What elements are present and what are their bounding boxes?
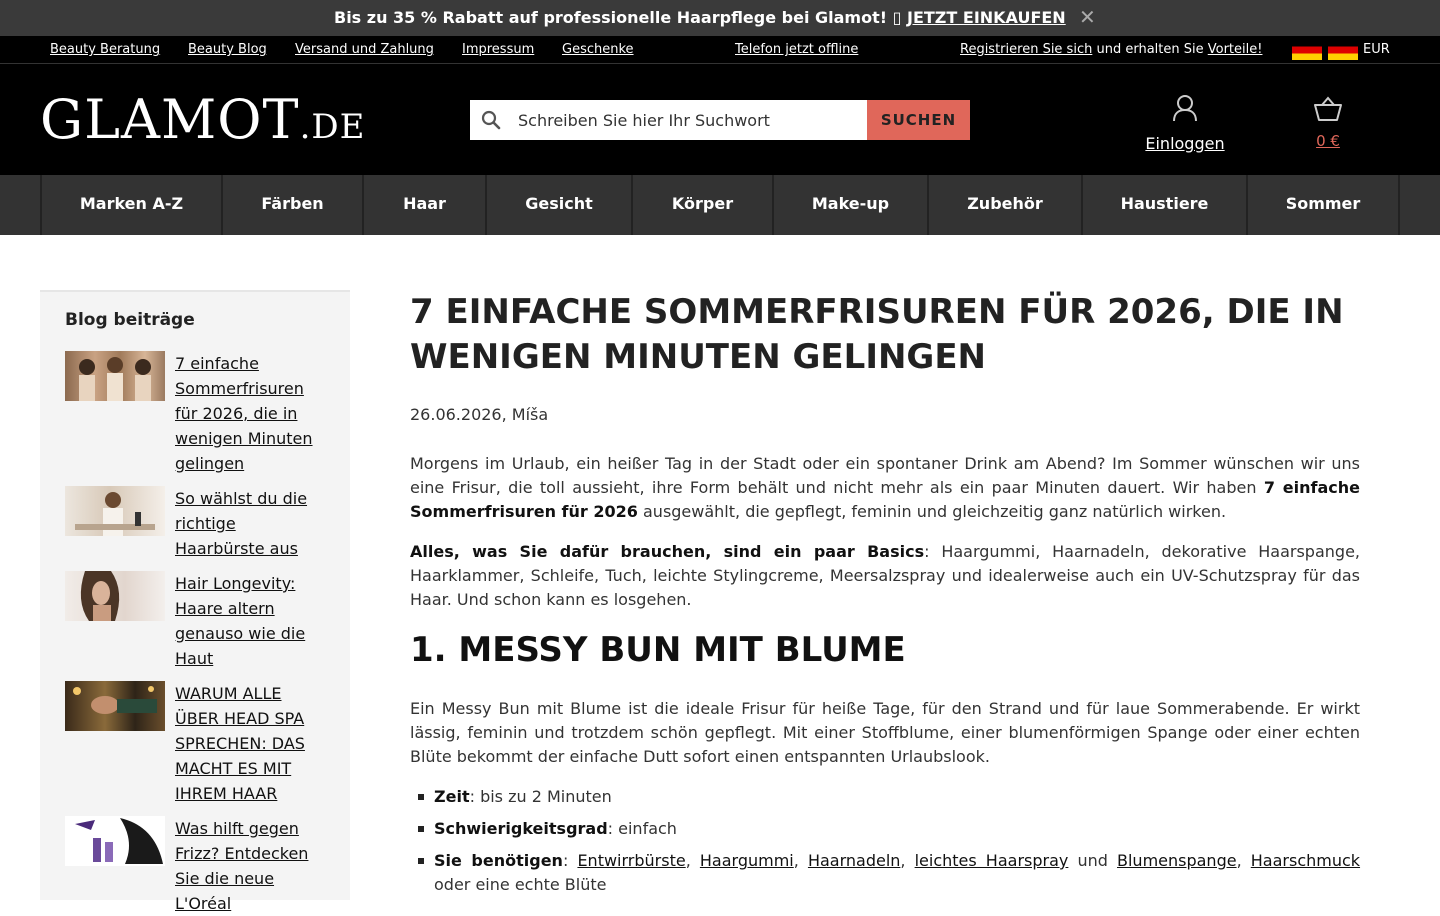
product-link-blumenspange[interactable]: Blumenspange bbox=[1117, 851, 1237, 870]
post-thumbnail[interactable] bbox=[65, 351, 165, 401]
fact-value: : einfach bbox=[607, 819, 677, 838]
nav-faerben[interactable]: Färben bbox=[221, 175, 362, 235]
german-flag-icon[interactable] bbox=[1292, 40, 1322, 60]
intro-highlight: 7 einfache Sommerfrisuren für 2026 bbox=[410, 478, 1360, 521]
section-heading: 1. MESSY BUN MIT BLUME bbox=[410, 630, 906, 670]
fact-value: oder eine echte Blüte bbox=[434, 875, 607, 894]
fact-difficulty bbox=[410, 817, 1360, 841]
intro-text-end: ausgewählt, die gepflegt, feminin und gleichzeitig ganz natürlich wirken. bbox=[637, 502, 1227, 521]
product-link-haargummi[interactable]: Haargummi bbox=[699, 851, 794, 870]
link-geschenke[interactable]: Geschenke bbox=[562, 42, 634, 57]
logo-text: GLAMOT bbox=[40, 88, 300, 151]
product-link-entwirrbuerste[interactable]: Entwirrbürste bbox=[577, 851, 686, 870]
link-beauty-beratung[interactable]: Beauty Beratung bbox=[50, 42, 161, 57]
post-title[interactable]: 7 einfache Sommerfrisuren für 2026, die in wenigen Minuten gelingen bbox=[175, 354, 313, 473]
separator: und bbox=[1068, 851, 1117, 870]
search-button[interactable]: SUCHEN bbox=[867, 100, 970, 140]
separator: , bbox=[900, 851, 915, 870]
article-title: 7 EINFACHE SOMMERFRISUREN FÜR 2026, DIE IN WENIGEN MINUTEN GELINGEN bbox=[410, 292, 1344, 377]
currency-selector[interactable]: EUR bbox=[1363, 42, 1390, 57]
nav-sommer[interactable]: Sommer bbox=[1246, 175, 1398, 235]
product-link-haarschmuck[interactable]: Haarschmuck bbox=[1250, 851, 1361, 870]
link-beauty-blog[interactable]: Beauty Blog bbox=[188, 42, 267, 57]
nav-zubehoer[interactable]: Zubehör bbox=[927, 175, 1081, 235]
post-title[interactable]: Was hilft gegen Frizz? Entdecken Sie die neue L'Oréal bbox=[175, 819, 309, 913]
fact-value: : bis zu 2 Minuten bbox=[469, 787, 612, 806]
cart-total: 0 € bbox=[1316, 132, 1340, 150]
login-label: Einloggen bbox=[1145, 134, 1225, 153]
fact-label: Schwierigkeitsgrad bbox=[434, 819, 608, 838]
link-impressum[interactable]: Impressum bbox=[462, 42, 535, 57]
product-link-haarspray[interactable]: leichtes Haarspray bbox=[914, 851, 1069, 870]
separator: , bbox=[1236, 851, 1251, 870]
benefits-link[interactable]: Vorteile! bbox=[1207, 42, 1263, 57]
login-button[interactable] bbox=[1140, 94, 1230, 153]
fact-needs bbox=[410, 849, 1360, 897]
german-flag-currency-icon[interactable] bbox=[1328, 40, 1358, 60]
separator: , bbox=[793, 851, 808, 870]
hairstyle-facts bbox=[410, 785, 1360, 897]
basics-highlight: Alles, was Sie dafür brauchen, sind ein paar Basics bbox=[410, 542, 925, 561]
register-text: und erhalten Sie bbox=[1092, 42, 1208, 57]
sidebar-title: Blog beiträge bbox=[65, 310, 195, 330]
intro-text-start: Morgens im Urlaub, ein heißer Tag in der Stadt oder ein spontaner Drink am Abend? Im Sommer wünschen wir uns eine Frisur, die toll aussieht, ihre Form behält und nicht mehr als ein paar Minuten dauert. Wir haben bbox=[410, 454, 1360, 497]
article-basics bbox=[410, 540, 1360, 612]
product-link-haarnadeln[interactable]: Haarnadeln bbox=[807, 851, 901, 870]
blog-sidebar bbox=[40, 290, 350, 913]
link-versand-zahlung[interactable]: Versand und Zahlung bbox=[295, 42, 434, 57]
promo-message: Bis zu 35 % Rabatt auf professionelle Haarpflege bei Glamot! bbox=[334, 8, 893, 27]
top-links-bar bbox=[0, 36, 1440, 64]
post-thumbnail[interactable] bbox=[65, 681, 165, 731]
search-box bbox=[470, 100, 867, 140]
section-paragraph: Ein Messy Bun mit Blume ist die ideale Frisur für heiße Tage, für den Strand und für laue Sommerabende. Er wirkt lässig, feminin und trotzdem schön gepflegt. Mit einer Stoffblume, einer blumenförmigen Spange oder einer echten Blüte bekommt der einfache Dutt sofort einen entspannten Urlaubslook. bbox=[410, 699, 1360, 766]
nav-make-up[interactable]: Make-up bbox=[772, 175, 927, 235]
separator: , bbox=[685, 851, 700, 870]
fact-label: Sie benötigen bbox=[434, 851, 563, 870]
article-meta: 26.06.2026, Míša bbox=[410, 405, 549, 424]
post-thumbnail[interactable] bbox=[65, 571, 165, 621]
close-icon[interactable]: ✕ bbox=[1079, 5, 1096, 29]
post-title[interactable]: So wählst du die richtige Haarbürste aus bbox=[175, 489, 308, 558]
phone-status-link[interactable]: Telefon jetzt offline bbox=[735, 42, 859, 57]
nav-gesicht[interactable]: Gesicht bbox=[485, 175, 631, 235]
nav-haar[interactable]: Haar bbox=[362, 175, 485, 235]
site-header bbox=[0, 64, 1440, 175]
cart-button[interactable] bbox=[1298, 96, 1358, 150]
basket-icon bbox=[1313, 96, 1343, 122]
nav-haustiere[interactable]: Haustiere bbox=[1081, 175, 1246, 235]
nav-koerper[interactable]: Körper bbox=[631, 175, 772, 235]
promo-bar bbox=[0, 0, 1440, 36]
post-title[interactable]: WARUM ALLE ÜBER HEAD SPA SPRECHEN: DAS MACHT ES MIT IHREM HAAR bbox=[175, 684, 305, 803]
search-icon bbox=[481, 110, 501, 130]
promo-shop-link[interactable]: JETZT EINKAUFEN bbox=[907, 8, 1066, 27]
main-nav bbox=[0, 175, 1440, 235]
basics-text: : Haargummi, Haarnadeln, dekorative Haarspange, Haarklammer, Schleife, Tuch, leichte Stylingcreme, Meersalzspray und idealerweise auch ein UV-Schutzspray für das Haar. Und schon kann es losgehen. bbox=[410, 542, 1360, 609]
shopping-bag-icon: ▯ bbox=[892, 8, 902, 27]
nav-marken[interactable]: Marken A-Z bbox=[40, 175, 221, 235]
article bbox=[410, 290, 1361, 894]
user-icon bbox=[1172, 94, 1198, 122]
post-title[interactable]: Hair Longevity: Haare altern genauso wie die Haut bbox=[175, 574, 306, 668]
logo-suffix: .DE bbox=[299, 107, 366, 147]
site-logo[interactable] bbox=[40, 90, 365, 157]
post-thumbnail[interactable] bbox=[65, 486, 165, 536]
fact-time bbox=[410, 785, 1360, 809]
register-promo bbox=[960, 42, 1262, 57]
promo-text bbox=[334, 8, 1066, 27]
article-intro bbox=[410, 452, 1360, 524]
search-form bbox=[470, 100, 970, 140]
separator: : bbox=[562, 851, 578, 870]
post-thumbnail[interactable] bbox=[65, 816, 165, 866]
search-input[interactable] bbox=[518, 100, 858, 140]
nav-divider bbox=[1398, 175, 1400, 235]
register-link[interactable]: Registrieren Sie sich bbox=[960, 42, 1093, 57]
fact-label: Zeit bbox=[434, 787, 470, 806]
